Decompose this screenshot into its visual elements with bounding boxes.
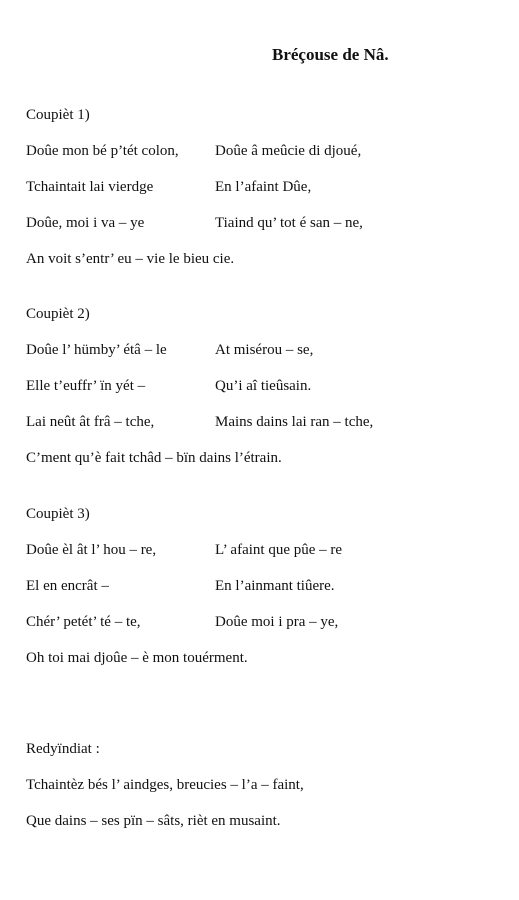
- verse-line-left: Doûe èl ât l’ hou – re,: [26, 542, 157, 558]
- stanza-2: [26, 305, 506, 485]
- verse-closing-text: Oh toi mai djoûe – è mon touérment.: [26, 650, 248, 666]
- stanza-heading: Coupièt 3): [26, 506, 90, 522]
- stanza-1: [26, 106, 506, 286]
- verse-line-right: Doûe â meûcie di djoué,: [215, 143, 362, 159]
- refrain: [26, 740, 506, 848]
- verse-line-right: Qu’i aî tieûsain.: [215, 378, 312, 394]
- verse-line-left: Lai neût ât frâ – tche,: [26, 414, 155, 430]
- verse-closing-text: C’ment qu’è fait tchâd – bïn dains l’étrain.: [26, 450, 282, 466]
- refrain-line: [26, 776, 506, 812]
- verse-line: [26, 214, 506, 250]
- verse-line-left: Doûe, moi i va – ye: [26, 215, 145, 231]
- verse-closing-text: An voit s’entr’ eu – vie le bieu cie.: [26, 251, 235, 267]
- verse-line-right: Tiaind qu’ tot é san – ne,: [215, 215, 363, 231]
- verse-line-right: At misérou – se,: [215, 342, 314, 358]
- verse-line-left: Elle t’euffr’ ïn yét –: [26, 378, 146, 394]
- verse-closing-line: [26, 649, 506, 685]
- stanza-3: [26, 505, 506, 685]
- verse-line: [26, 541, 506, 577]
- verse-closing-line: [26, 250, 506, 286]
- stanza-heading: Coupièt 2): [26, 306, 90, 322]
- verse-line-right: L’ afaint que pûe – re: [215, 542, 343, 558]
- verse-line: [26, 341, 506, 377]
- refrain-heading: Redyïndiat :: [26, 741, 100, 757]
- verse-line-right: Doûe moi i pra – ye,: [215, 614, 339, 630]
- verse-line: [26, 178, 506, 214]
- verse-line-right: En l’afaint Dûe,: [215, 179, 312, 195]
- refrain-line-text: Que dains – ses pïn – sâts, rièt en musaint.: [26, 813, 281, 829]
- verse-line-left: Tchaintait lai vierdge: [26, 179, 154, 195]
- verse-line-left: Chér’ petét’ té – te,: [26, 614, 141, 630]
- refrain-line: [26, 812, 506, 848]
- verse-closing-line: [26, 449, 506, 485]
- verse-line: [26, 577, 506, 613]
- verse-line: [26, 413, 506, 449]
- verse-line-right: Mains dains lai ran – tche,: [215, 414, 374, 430]
- verse-line: [26, 377, 506, 413]
- verse-line: [26, 142, 506, 178]
- verse-line-left: El en encrât –: [26, 578, 109, 594]
- verse-line-right: En l’ainmant tiûere.: [215, 578, 335, 594]
- stanza-heading: Coupièt 1): [26, 107, 90, 123]
- refrain-line-text: Tchaintèz bés l’ aindges, breucies – l’a – faint,: [26, 777, 304, 793]
- verse-line: [26, 613, 506, 649]
- verse-line-left: Doûe l’ hümby’ étâ – le: [26, 342, 167, 358]
- verse-line-left: Doûe mon bé p’tét colon,: [26, 143, 179, 159]
- song-title: Bréçouse de Nâ.: [272, 45, 389, 64]
